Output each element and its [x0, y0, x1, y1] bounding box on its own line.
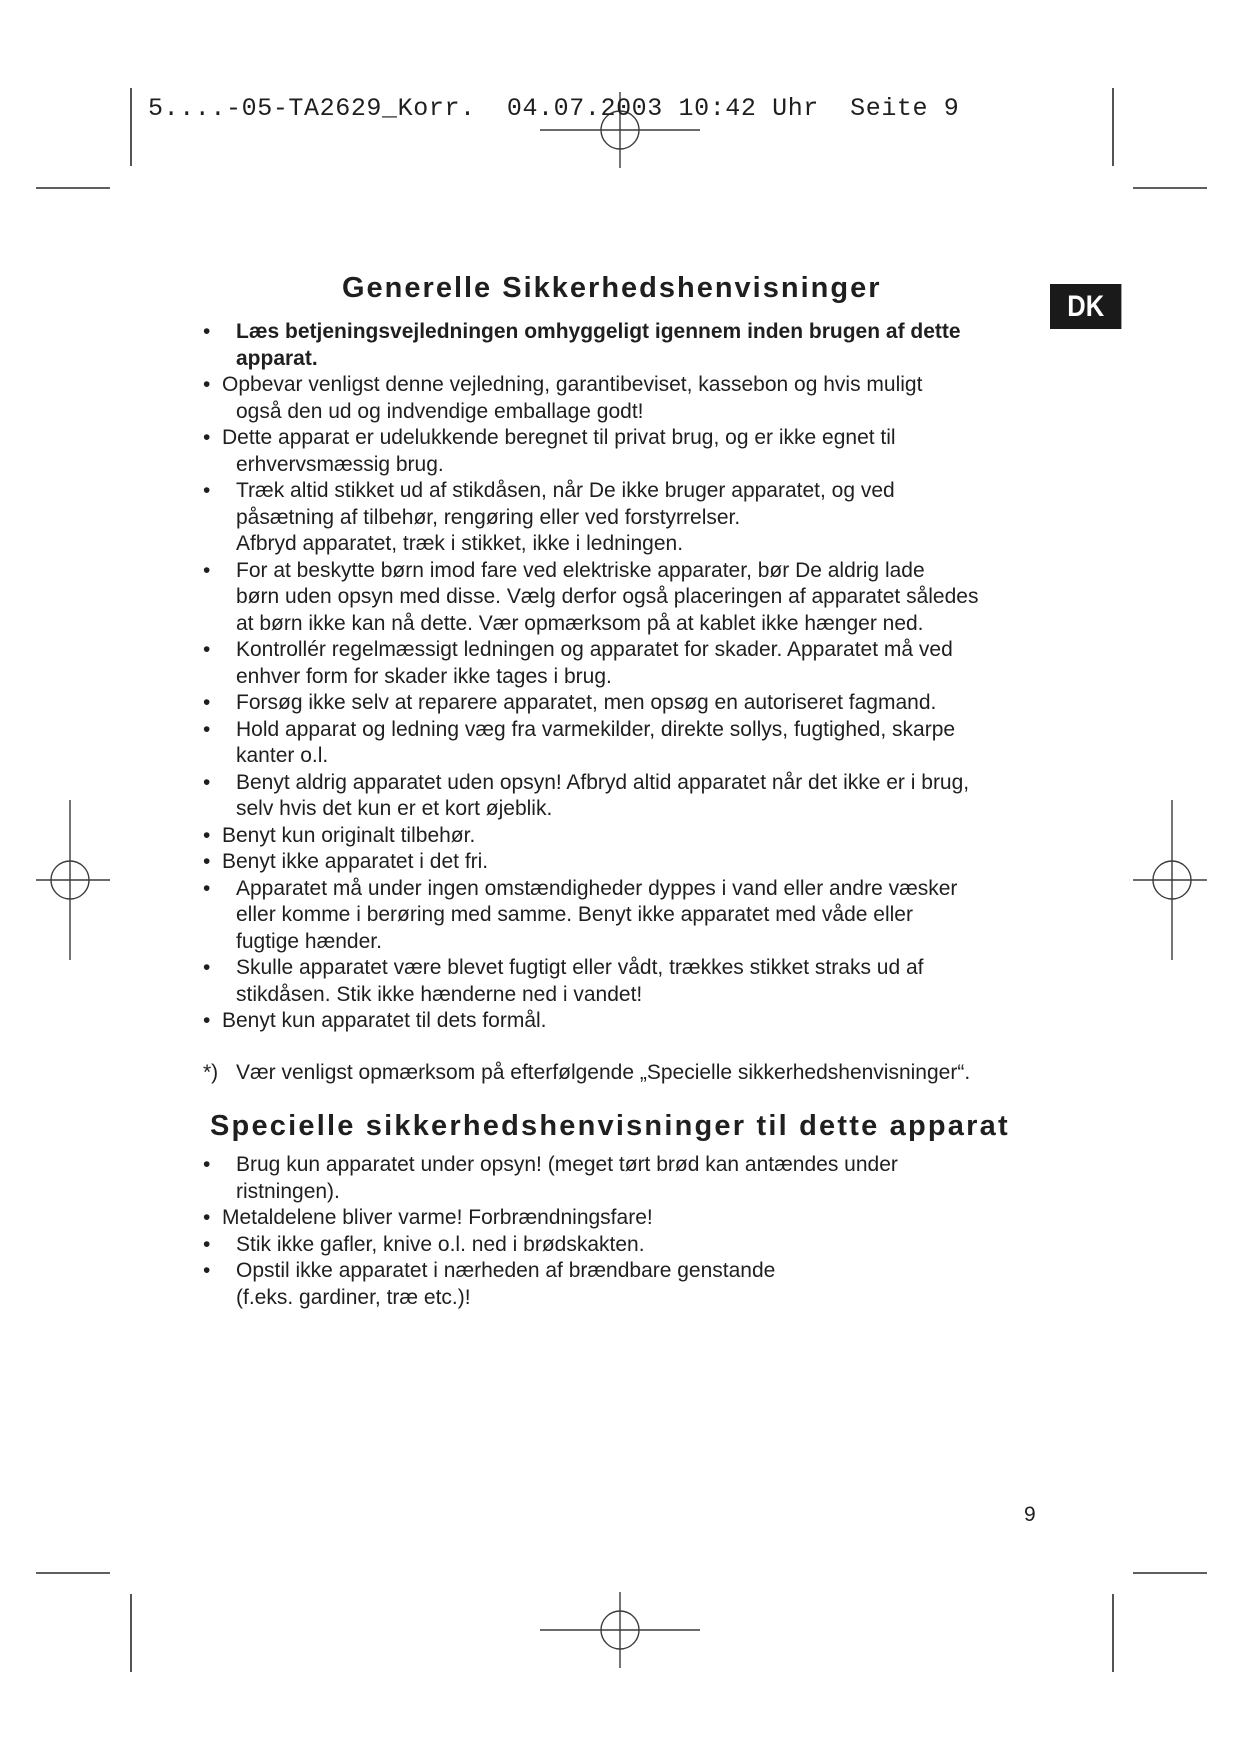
- bullet: •: [203, 691, 211, 714]
- page-number: 9: [1024, 1503, 1036, 1526]
- bullet: •: [203, 823, 211, 847]
- list-item: • Benyt ikke apparatet i det fri.: [200, 849, 1050, 876]
- general-safety-heading: Generelle Sikkerhedshenvisninger: [342, 272, 882, 304]
- list-item: • For at beskytte børn imod fare ved elektriske apparater, bør De aldrig lade børn uden opsyn med disse. Vælg derfor også placeringen af apparatet således at børn ikke kan nå dette. Vær opmærksom på at kablet ikke hænger ned.: [203, 558, 979, 635]
- bullet: •: [203, 770, 211, 794]
- list-item: • Dette apparat er udelukkende beregnet til privat brug, og er ikke egnet til erhvervsmæssig brug.: [203, 426, 896, 476]
- bullet: •: [203, 426, 211, 449]
- bullet: •: [203, 373, 211, 396]
- bullet: •: [203, 850, 211, 873]
- list-item: • Kontrollér regelmæssigt ledningen og apparatet for skader. Apparatet må ved enhver form for skader ikke tages i brug.: [203, 638, 953, 688]
- bullet: •: [203, 1009, 211, 1032]
- bullet: •: [203, 638, 211, 661]
- list-item: • Metaldelene bliver varme! Forbrændningsfare!: [200, 1205, 1050, 1232]
- list-item: • Benyt kun apparatet til dets formål.: [200, 1008, 1050, 1035]
- list-item: • Apparatet må under ingen omstændigheder dyppes i vand eller andre væsker eller komme i berøring med samme. Benyt ikke apparatet med våde eller fugtige hænder.: [203, 876, 958, 953]
- footnote-marker: *): [203, 1061, 219, 1084]
- registration-mark-left: [36, 800, 110, 960]
- list-item: • Stik ikke gafler, knive o.l. ned i brødskakten.: [200, 1232, 1050, 1259]
- special-safety-heading: Specielle sikkerhedshenvisninger til dette apparat: [210, 1110, 1010, 1142]
- bullet: •: [203, 1232, 211, 1256]
- list-item: • Benyt aldrig apparatet uden opsyn! Afbryd altid apparatet når det ikke er i brug, selv hvis det kun er et kort øjeblik.: [203, 770, 970, 820]
- special-safety-list: [200, 1152, 1050, 1311]
- list-item: • Træk altid stikket ud af stikdåsen, når De ikke bruger apparatet, og ved påsætning af tilbehør, rengøring eller ved forstyrrelser. Afbryd apparatet, træk i stikket, ikke i ledningen.: [203, 479, 895, 555]
- bullet: •: [203, 320, 211, 343]
- list-item: • Opbevar venligst denne vejledning, garantibeviset, kassebon og hvis muligt også den ud og indvendige emballage godt!: [203, 373, 923, 423]
- general-safety-list: [200, 319, 1050, 1035]
- list-item: • Brug kun apparatet under opsyn! (meget tørt brød kan antændes under ristningen).: [203, 1153, 898, 1203]
- bullet: •: [203, 1153, 211, 1176]
- bullet: •: [203, 1259, 211, 1282]
- bullet: •: [203, 558, 211, 582]
- registration-mark-bottom: [540, 1592, 700, 1668]
- footnote-text: Vær venligst opmærksom på efterfølgende „Specielle sikkerhedshenvisninger“.: [236, 1061, 971, 1084]
- print-slug: 5....-05-TA2629_Korr. 04.07.2003 10:42 Uhr Seite 9: [148, 94, 960, 123]
- list-item: • Hold apparat og ledning væg fra varmekilder, direkte sollys, fugtighed, skarpe kanter o.l.: [203, 717, 956, 767]
- footnote: [203, 1060, 970, 1086]
- list-item: • Opstil ikke apparatet i nærheden af brændbare genstande (f.eks. gardiner, træ etc.)!: [203, 1259, 776, 1309]
- list-item: • Forsøg ikke selv at reparere apparatet, men opsøg en autoriseret fagmand.: [200, 690, 1050, 717]
- bullet: •: [203, 876, 211, 900]
- language-tab: DK: [1050, 284, 1121, 329]
- bullet: •: [203, 956, 211, 979]
- list-item: • Læs betjeningsvejledningen omhyggeligt igennem inden brugen af dette apparat.: [203, 320, 961, 370]
- list-item: • Skulle apparatet være blevet fugtigt eller vådt, trækkes stikket straks ud af stikdåsen. Stik ikke hænderne ned i vandet!: [203, 956, 924, 1006]
- bullet: •: [203, 1206, 211, 1229]
- list-item: • Benyt kun originalt tilbehør.: [200, 823, 1050, 850]
- registration-mark-right: [1133, 800, 1207, 960]
- bullet: •: [203, 479, 211, 502]
- bullet: •: [203, 717, 211, 741]
